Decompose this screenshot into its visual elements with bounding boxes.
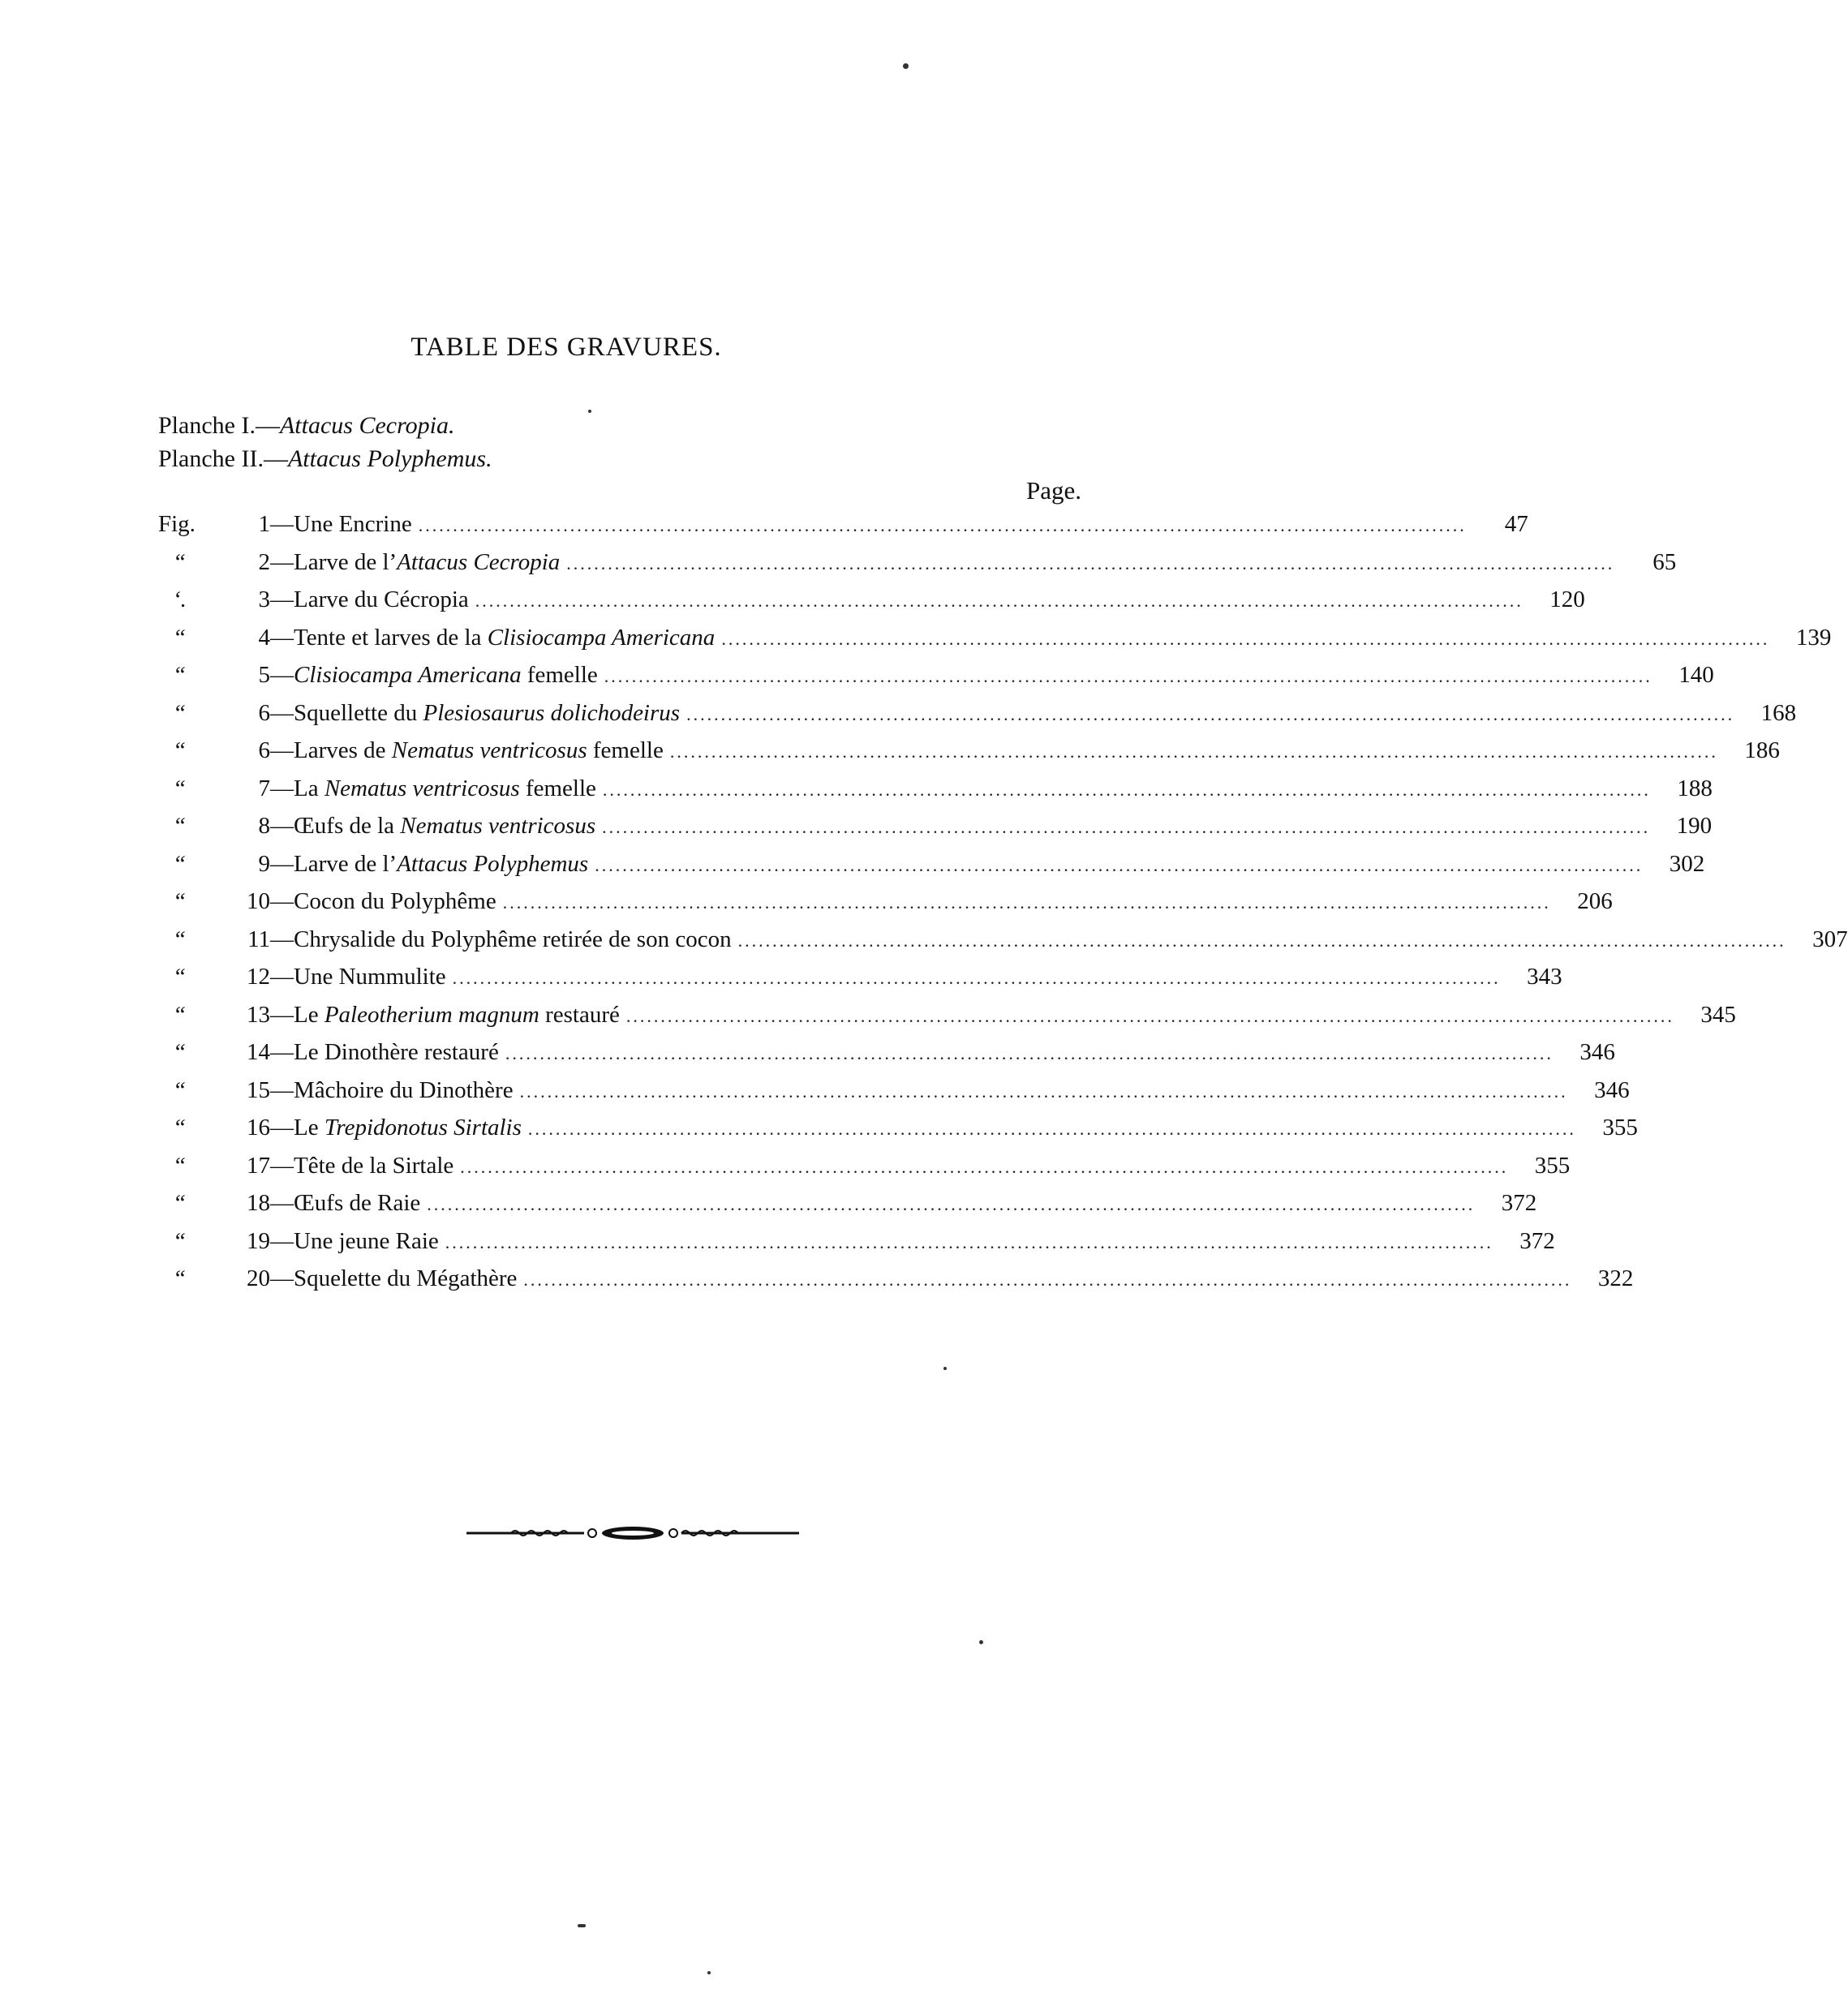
figure-entry (158, 1001, 1736, 1040)
entry-mark: ‘. (173, 586, 187, 612)
description-text: femelle (521, 662, 598, 688)
entry-mark: “ (173, 813, 187, 839)
page-number: 372 (1519, 1227, 1555, 1254)
figure-description (270, 1190, 420, 1217)
page-number: 65 (1652, 548, 1677, 575)
dash-separator: — (270, 699, 294, 726)
species-name: Trepidonotus Sirtalis (324, 1115, 522, 1141)
page-number: 188 (1677, 775, 1713, 801)
entry-mark: “ (173, 737, 187, 763)
description-text: Le (294, 1001, 324, 1028)
dot-leader (503, 892, 1551, 913)
speck (979, 1640, 983, 1644)
figure-number: 20 (247, 1265, 270, 1291)
figure-entry (158, 926, 1848, 964)
description-text: Larve de l’ (294, 548, 398, 575)
figure-description (270, 1002, 620, 1029)
page-number: 355 (1602, 1115, 1638, 1141)
description-text: Mâchoire du Dinothère (294, 1076, 514, 1103)
page-number: 186 (1744, 737, 1780, 763)
dash-separator: — (270, 813, 294, 839)
dot-leader (445, 1232, 1493, 1253)
description-text: Œufs de Raie (294, 1190, 421, 1216)
description-text: femelle (587, 737, 664, 763)
page-number: 346 (1594, 1076, 1630, 1103)
figure-entry (158, 1227, 1555, 1266)
figure-entry (158, 737, 1780, 775)
figure-list (158, 511, 1848, 1304)
figure-description (270, 1265, 517, 1292)
entry-mark: “ (173, 1001, 187, 1028)
entry-mark: “ (173, 964, 187, 990)
figure-description (270, 1228, 439, 1255)
entry-mark: “ (173, 926, 187, 952)
species-name: Paleotherium magnum (324, 1001, 539, 1028)
figure-description (270, 549, 560, 576)
figure-description (270, 851, 588, 878)
entry-mark: “ (173, 1190, 187, 1216)
figure-number: 4 (258, 624, 270, 651)
page-title: TABLE DES GRAVURES. (410, 333, 722, 362)
dot-leader (505, 1043, 1554, 1064)
dash-separator: — (270, 1152, 294, 1179)
figure-description (270, 1039, 499, 1066)
description-text: Œufs de la (294, 813, 401, 839)
dot-leader (626, 1006, 1674, 1027)
page-number: 343 (1527, 964, 1562, 990)
figure-entry (158, 850, 1705, 889)
speck (578, 1924, 586, 1927)
plate-species: Attacus Cecropia. (279, 412, 455, 439)
description-text: Une Encrine (294, 511, 412, 537)
species-name: Plesiosaurus dolichodeirus (423, 699, 681, 726)
page-number: 345 (1700, 1001, 1736, 1028)
figure-number: 2 (258, 548, 270, 575)
dash-separator: — (270, 926, 294, 952)
figure-number: 19 (247, 1227, 270, 1254)
dot-leader (528, 1119, 1576, 1140)
page-number: 47 (1504, 511, 1528, 537)
dash-separator: — (270, 1039, 294, 1065)
entry-mark: “ (173, 1227, 187, 1254)
figure-entry (158, 1076, 1630, 1115)
figure-entry (158, 964, 1562, 1002)
description-text: Une jeune Raie (294, 1227, 439, 1254)
figure-description (270, 1115, 522, 1141)
description-text: Une Nummulite (294, 964, 446, 990)
plate-prefix: Planche I.— (158, 412, 280, 439)
figure-entry (158, 775, 1713, 814)
figure-description (270, 964, 446, 990)
figure-description (270, 813, 595, 840)
entry-mark: “ (173, 888, 187, 914)
dot-leader (595, 855, 1643, 876)
entry-mark: “ (173, 548, 187, 575)
speck (903, 63, 909, 69)
entry-mark: “ (173, 624, 187, 651)
dash-separator: — (270, 511, 294, 537)
description-text: La (294, 775, 324, 801)
description-text: Squelette du Mégathère (294, 1265, 518, 1291)
dot-leader (460, 1157, 1508, 1178)
figure-description (270, 511, 412, 538)
dot-leader (475, 591, 1524, 612)
dot-leader (566, 553, 1614, 574)
figure-entry (158, 699, 1797, 738)
entry-mark: “ (173, 775, 187, 801)
page-number: 206 (1577, 888, 1613, 914)
figure-entry (158, 1115, 1638, 1153)
page-column-header: Page. (1026, 476, 1082, 505)
figure-number: 9 (258, 850, 270, 877)
speck (588, 410, 591, 413)
dot-leader (721, 629, 1769, 650)
entry-mark: “ (173, 1039, 187, 1065)
page-number: 120 (1549, 586, 1585, 612)
dash-separator: — (270, 737, 294, 763)
dot-leader (603, 780, 1651, 801)
page-number: 372 (1501, 1190, 1537, 1216)
figure-entry (158, 1152, 1571, 1191)
page-number: 140 (1678, 662, 1714, 688)
dash-separator: — (270, 888, 294, 914)
dot-leader (670, 741, 1718, 763)
figure-description (270, 775, 596, 802)
description-text: restauré (539, 1001, 620, 1028)
dash-separator: — (270, 1076, 294, 1103)
dot-leader (604, 666, 1652, 687)
entry-mark: “ (173, 1115, 187, 1141)
figure-number: 3 (258, 586, 270, 612)
description-text: Le (294, 1115, 324, 1141)
figure-entry (158, 662, 1714, 700)
species-name: Nematus ventricosus (324, 775, 520, 801)
entry-mark: “ (173, 850, 187, 877)
dash-separator: — (270, 1115, 294, 1141)
description-text: Larve du Cécropia (294, 586, 469, 612)
page-number: 307 (1812, 926, 1848, 952)
figure-number: 6 (258, 699, 270, 726)
figure-description (270, 926, 732, 953)
figure-number: 8 (258, 813, 270, 839)
figure-number: 11 (247, 926, 270, 952)
dot-leader (602, 817, 1650, 838)
figure-number: 6 (258, 737, 270, 763)
figure-description (270, 888, 496, 915)
dot-leader (419, 515, 1467, 536)
ornament-divider (462, 1525, 803, 1541)
page-number: 190 (1676, 813, 1713, 839)
figure-entry (158, 511, 1528, 549)
figure-entry (158, 1039, 1615, 1077)
entry-mark: “ (173, 1076, 187, 1103)
figure-number: 12 (247, 964, 270, 990)
figure-description (270, 586, 469, 613)
plate-line-2 (158, 445, 492, 473)
dash-separator: — (270, 1190, 294, 1216)
dot-leader (453, 968, 1501, 989)
figure-number: 1 (258, 511, 270, 537)
figure-description (270, 700, 680, 727)
speck (707, 1971, 711, 1974)
figure-description (270, 625, 715, 651)
species-name: Attacus Cecropia (397, 548, 561, 575)
figure-number: 15 (247, 1076, 270, 1103)
dash-separator: — (270, 1265, 294, 1291)
description-text: Larves de (294, 737, 392, 763)
dash-separator: — (270, 624, 294, 651)
species-name: Clisiocampa Americana (294, 662, 522, 688)
dash-separator: — (270, 1001, 294, 1028)
description-text: Chrysalide du Polyphême retirée de son cocon (294, 926, 732, 952)
page-number: 139 (1795, 624, 1832, 651)
dot-leader (523, 1269, 1571, 1291)
description-text: Tente et larves de la (294, 624, 488, 651)
species-name: Attacus Polyphemus (397, 850, 589, 877)
dash-separator: — (270, 662, 294, 688)
dash-separator: — (270, 964, 294, 990)
description-text: Le Dinothère restauré (294, 1039, 499, 1065)
entry-mark: “ (173, 699, 187, 726)
figure-entry (158, 813, 1713, 851)
plate-line-1 (158, 412, 455, 440)
figure-description (270, 662, 598, 689)
figure-number: 7 (258, 775, 270, 801)
dot-leader (686, 704, 1734, 725)
figure-number: 17 (247, 1152, 270, 1179)
description-text: Tête de la Sirtale (294, 1152, 454, 1179)
figure-entry (158, 1190, 1537, 1228)
figure-number: 5 (258, 662, 270, 688)
figure-number: 16 (247, 1115, 270, 1141)
page-number: 322 (1597, 1265, 1634, 1291)
plate-prefix: Planche II.— (158, 445, 288, 472)
page-number: 355 (1534, 1152, 1571, 1179)
page-number: 346 (1579, 1039, 1615, 1065)
figure-description (270, 1153, 453, 1179)
figure-entry (158, 586, 1585, 625)
dash-separator: — (270, 850, 294, 877)
description-text: Cocon du Polyphême (294, 888, 496, 914)
description-text: Larve de l’ (294, 850, 398, 877)
dot-leader (738, 930, 1786, 952)
figure-description (270, 1077, 514, 1104)
entry-mark: Fig. (158, 511, 196, 537)
figure-description (270, 737, 664, 764)
description-text: Squellette du (294, 699, 423, 726)
species-name: Nematus ventricosus (400, 813, 596, 839)
entry-mark: “ (173, 1265, 187, 1291)
figure-number: 14 (247, 1039, 270, 1065)
page-number: 168 (1760, 699, 1797, 726)
dot-leader (427, 1194, 1475, 1215)
page-number: 302 (1669, 850, 1705, 877)
dash-separator: — (270, 548, 294, 575)
description-text: femelle (519, 775, 596, 801)
figure-entry (158, 548, 1677, 587)
dash-separator: — (270, 1227, 294, 1254)
figure-entry (158, 1265, 1634, 1304)
plate-species: Attacus Polyphemus. (287, 445, 492, 472)
species-name: Nematus ventricosus (391, 737, 587, 763)
figure-number: 10 (247, 888, 270, 914)
figure-number: 18 (247, 1190, 270, 1216)
figure-entry (158, 624, 1832, 663)
speck (943, 1367, 947, 1370)
figure-entry (158, 888, 1613, 926)
entry-mark: “ (173, 662, 187, 688)
dash-separator: — (270, 775, 294, 801)
entry-mark: “ (173, 1152, 187, 1179)
figure-number: 13 (247, 1001, 270, 1028)
dash-separator: — (270, 586, 294, 612)
dot-leader (520, 1081, 1568, 1102)
species-name: Clisiocampa Americana (487, 624, 716, 651)
